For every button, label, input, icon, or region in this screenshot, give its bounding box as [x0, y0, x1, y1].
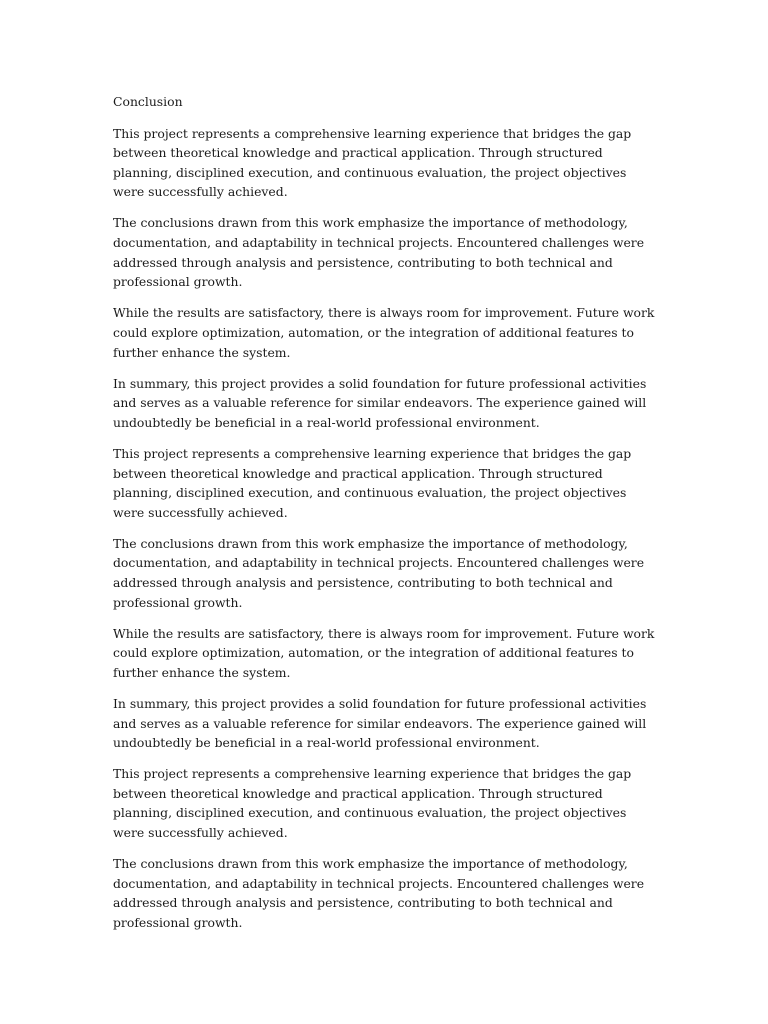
paragraph: In summary, this project provides a solid foundation for future professional activities and serves as a valuable reference for similar endeavors. The experience gained will undoubtedly be beneficial in a real-world professional environment. — [113, 695, 647, 751]
paragraph: This project represents a comprehensive learning experience that bridges the gap between theoretical knowledge and practical application. Through structured planning, disciplined execution, and continuous evaluation, the project objectives were successfully achieved. — [113, 766, 632, 840]
paragraph: While the results are satisfactory, there is always room for improvement. Future work could explore optimization, automation, or the integration of additional features to further enhance the system. — [113, 305, 655, 360]
paragraph: The conclusions drawn from this work emphasize the importance of methodology, documentation, and adaptability in technical projects. Encountered challenges were addressed through analysis and persistence, contributing to both technical and professional growth. — [113, 215, 645, 290]
document-page — [113, 92, 658, 944]
paragraph: This project represents a comprehensive learning experience that bridges the gap between theoretical knowledge and practical application. Through structured planning, disciplined execution, and continuous evaluation, the project objectives were successfully achieved. — [113, 445, 632, 520]
paragraph: The conclusions drawn from this work emphasize the importance of methodology, documentation, and adaptability in technical projects. Encountered challenges were addressed through analysis and persistence, contributing to both technical and professional growth. — [113, 535, 645, 610]
section-heading: Conclusion — [113, 94, 183, 109]
paragraph: This project represents a comprehensive learning experience that bridges the gap between theoretical knowledge and practical application. Through structured planning, disciplined execution, and continuous evaluation, the project objectives were successfully achieved. — [113, 125, 632, 200]
paragraph: While the results are satisfactory, there is always room for improvement. Future work could explore optimization, automation, or the integration of additional features to further enhance the system. — [113, 625, 655, 680]
paragraph: The conclusions drawn from this work emphasize the importance of methodology, documentation, and adaptability in technical projects. Encountered challenges were addressed through analysis and persistence, contributing to both technical and professional growth. — [113, 856, 645, 930]
paragraph: In summary, this project provides a solid foundation for future professional activities and serves as a valuable reference for similar endeavors. The experience gained will undoubtedly be beneficial in a real-world professional environment. — [113, 375, 647, 430]
